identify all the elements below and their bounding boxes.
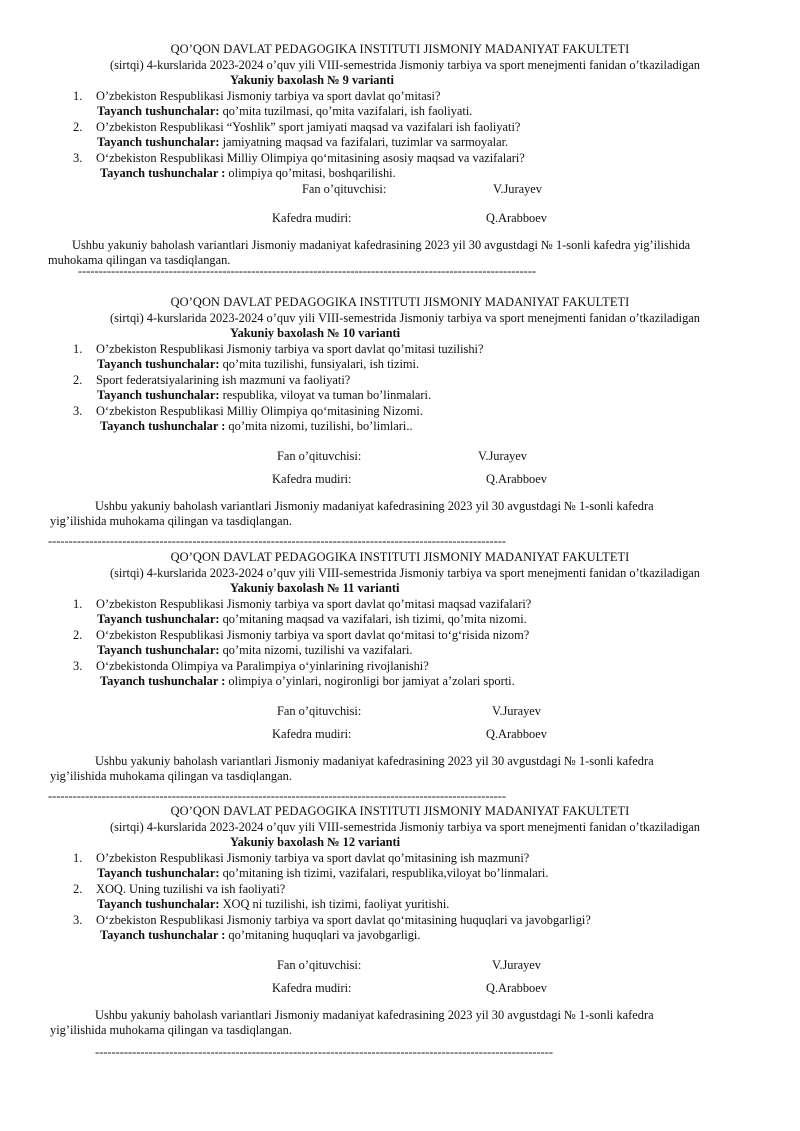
key-concepts-text: respublika, viloyat va tuman bo’linmalari. [219, 388, 432, 402]
key-concepts [0, 419, 800, 435]
key-concepts [0, 866, 800, 882]
key-concepts-label: Tayanch tushunchalar : [100, 674, 226, 688]
teacher-name: V.Jurayev [493, 181, 542, 196]
separator-line: --------------------------------------------------------------------------------------------------------------- [95, 1045, 554, 1059]
variant-title: Yakuniy baxolash № 12 varianti [230, 835, 401, 849]
key-concepts-label: Tayanch tushunchalar: [97, 135, 220, 149]
question-number: 3. [73, 912, 83, 927]
head-label: Kafedra mudiri: [272, 211, 352, 225]
course-header: (sirtqi) 4-kurslarida 2023-2024 o’quv yili VIII-semestrida Jismoniy tarbiya va sport menejmenti fanidan o’tkaziladigan [109, 310, 701, 325]
variant-title: Yakuniy baxolash № 11 varianti [230, 581, 400, 595]
question-text: O’zbekiston Respublikasi Jismoniy tarbiya va sport davlat qo’mitasi tuzilishi? [96, 341, 484, 356]
question-number: 3. [73, 403, 83, 418]
key-concepts-label: Tayanch tushunchalar: [97, 388, 220, 402]
question-number: 1. [73, 341, 83, 356]
faculty-header: QO’QON DAVLAT PEDAGOGIKA INSTITUTI JISMONIY MADANIYAT FAKULTETI [170, 550, 630, 564]
head-signature-line [0, 472, 800, 488]
separator-line: --------------------------------------------------------------------------------------------------------------- [48, 789, 507, 803]
question-number: 1. [73, 850, 83, 865]
approval-note: Ushbu yakuniy baholash variantlari Jismoniy madaniyat kafedrasining 2023 yil 30 avgustdagi № 1-sonli kafedra yig’ilishida muhokama qilingan va tasdiqlangan. [50, 498, 654, 528]
question-text: XOQ. Uning tuzilishi va ish faoliyati? [96, 881, 286, 896]
course-header: (sirtqi) 4-kurslarida 2023-2024 o’quv yili VIII-semestrida Jismoniy tarbiya va sport menejmenti fanidan o’tkaziladigan [109, 819, 701, 834]
key-concepts [0, 388, 800, 404]
key-concepts-label: Tayanch tushunchalar: [97, 357, 220, 371]
key-concepts-text: qo’mita nizomi, tuzilishi, bo’limlari.. [225, 419, 413, 433]
key-concepts-text: olimpiya o’yinlari, nogironligi bor jamiyat a’zolari sporti. [225, 674, 515, 688]
question-number: 2. [73, 881, 83, 896]
key-concepts [0, 135, 800, 151]
question-item [0, 659, 800, 675]
head-label: Kafedra mudiri: [272, 472, 352, 486]
teacher-name: V.Jurayev [492, 703, 541, 718]
key-concepts [0, 612, 800, 628]
head-label: Kafedra mudiri: [272, 727, 352, 741]
question-item [0, 342, 800, 358]
question-item [0, 597, 800, 613]
key-concepts-text: qo’mitaning huquqlari va javobgarligi. [225, 928, 421, 942]
approval-note: Ushbu yakuniy baholash variantlari Jismoniy madaniyat kafedrasining 2023 yil 30 avgustdagi № 1-sonli kafedra yig’ilishida muhokama qilingan va tasdiqlangan. [50, 1007, 654, 1037]
key-concepts [0, 104, 800, 120]
key-concepts-label: Tayanch tushunchalar: [97, 104, 220, 118]
head-signature-line [0, 211, 800, 227]
teacher-signature-line [0, 704, 800, 720]
question-item [0, 628, 800, 644]
key-concepts [0, 166, 800, 182]
key-concepts-text: olimpiya qo’mitasi, boshqarilishi. [225, 166, 396, 180]
question-number: 2. [73, 119, 83, 134]
question-number: 2. [73, 627, 83, 642]
head-name: Q.Arabboev [486, 981, 547, 995]
question-number: 3. [73, 150, 83, 165]
course-header: (sirtqi) 4-kurslarida 2023-2024 o’quv yili VIII-semestrida Jismoniy tarbiya va sport menejmenti fanidan o’tkaziladigan [109, 565, 701, 580]
teacher-label: Fan o’qituvchisi: [302, 181, 387, 196]
question-text: O’zbekiston Respublikasi Jismoniy tarbiya va sport davlat qo’mitasining ish mazmuni? [96, 850, 530, 865]
question-text: Sport federatsiyalarining ish mazmuni va faoliyati? [96, 372, 351, 387]
key-concepts-label: Tayanch tushunchalar: [97, 612, 220, 626]
head-label: Kafedra mudiri: [272, 981, 352, 995]
faculty-header: QO’QON DAVLAT PEDAGOGIKA INSTITUTI JISMONIY MADANIYAT FAKULTETI [170, 295, 630, 309]
approval-note: Ushbu yakuniy baholash variantlari Jismoniy madaniyat kafedrasining 2023 yil 30 avgustdagi № 1-sonli kafedra yig’ilishida muhokama qilingan va tasdiqlangan. [48, 237, 691, 267]
teacher-label: Fan o’qituvchisi: [277, 448, 362, 463]
key-concepts-label: Tayanch tushunchalar : [100, 928, 226, 942]
key-concepts [0, 897, 800, 913]
key-concepts-text: qo’mita nizomi, tuzilishi va vazifalari. [219, 643, 413, 657]
key-concepts-text: qo’mitaning ish tizimi, vazifalari, respublika,viloyat bo’linmalari. [219, 866, 549, 880]
key-concepts-label: Tayanch tushunchalar: [97, 897, 220, 911]
head-signature-line [0, 727, 800, 743]
variant-10-block [0, 295, 800, 530]
variant-11-block [0, 550, 800, 785]
key-concepts [0, 643, 800, 659]
variant-9-block [0, 42, 800, 269]
key-concepts-text: XOQ ni tuzilishi, ish tizimi, faoliyat yuritishi. [219, 897, 450, 911]
question-item [0, 151, 800, 167]
key-concepts-label: Tayanch tushunchalar : [100, 419, 226, 433]
key-concepts-text: qo’mitaning maqsad va vazifalari, ish tizimi, qo’mita nizomi. [219, 612, 527, 626]
separator-line: --------------------------------------------------------------------------------------------------------------- [48, 534, 507, 548]
teacher-label: Fan o’qituvchisi: [277, 703, 362, 718]
question-item [0, 913, 800, 929]
question-text: O’zbekiston Respublikasi Jismoniy tarbiya va sport davlat qo’mitasi maqsad vazifalari? [96, 596, 532, 611]
key-concepts [0, 928, 800, 944]
key-concepts-text: qo’mita tuzilishi, funsiyalari, ish tizimi. [219, 357, 420, 371]
variant-title: Yakuniy baxolash № 9 varianti [230, 73, 394, 87]
question-text: O’zbekiston Respublikasi Jismoniy tarbiya va sport davlat qo’mitasi? [96, 88, 441, 103]
head-name: Q.Arabboev [486, 472, 547, 486]
question-text: O‘zbekiston Respublikasi Jismoniy tarbiya va sport davlat qo‘mitasi to‘g‘risida nizom? [96, 627, 530, 642]
question-text: O‘zbekiston Respublikasi Milliy Olimpiya qo‘mitasining asosiy maqsad va vazifalari? [96, 150, 525, 165]
question-number: 1. [73, 596, 83, 611]
question-item [0, 120, 800, 136]
question-text: O‘zbekiston Respublikasi Milliy Olimpiya qo‘mitasining Nizomi. [96, 403, 423, 418]
question-item [0, 882, 800, 898]
key-concepts [0, 674, 800, 690]
question-number: 2. [73, 372, 83, 387]
question-item [0, 404, 800, 420]
key-concepts [0, 357, 800, 373]
head-signature-line [0, 981, 800, 997]
key-concepts-label: Tayanch tushunchalar: [97, 866, 220, 880]
question-number: 1. [73, 88, 83, 103]
teacher-signature-line [0, 958, 800, 974]
question-text: O‘zbekistonda Olimpiya va Paralimpiya o‘yinlarining rivojlanishi? [96, 658, 429, 673]
teacher-name: V.Jurayev [478, 448, 527, 463]
teacher-signature-line [0, 449, 800, 465]
head-name: Q.Arabboev [486, 727, 547, 741]
variant-12-block [0, 804, 800, 1039]
approval-note: Ushbu yakuniy baholash variantlari Jismoniy madaniyat kafedrasining 2023 yil 30 avgustdagi № 1-sonli kafedra yig’ilishida muhokama qilingan va tasdiqlangan. [50, 753, 654, 783]
key-concepts-label: Tayanch tushunchalar : [100, 166, 226, 180]
faculty-header: QO’QON DAVLAT PEDAGOGIKA INSTITUTI JISMONIY MADANIYAT FAKULTETI [170, 804, 630, 818]
key-concepts-text: jamiyatning maqsad va fazifalari, tuzimlar va sarmoyalar. [219, 135, 509, 149]
head-name: Q.Arabboev [486, 211, 547, 225]
variant-title: Yakuniy baxolash № 10 varianti [230, 326, 401, 340]
question-text: O’zbekiston Respublikasi “Yoshlik” sport jamiyati maqsad va vazifalari ish faoliyati? [96, 119, 521, 134]
separator-line: --------------------------------------------------------------------------------------------------------------- [78, 264, 537, 278]
teacher-name: V.Jurayev [492, 957, 541, 972]
teacher-signature-line [0, 182, 800, 198]
faculty-header: QO’QON DAVLAT PEDAGOGIKA INSTITUTI JISMONIY MADANIYAT FAKULTETI [170, 42, 630, 56]
question-item [0, 851, 800, 867]
key-concepts-text: qo’mita tuzilmasi, qo’mita vazifalari, ish faoliyati. [219, 104, 473, 118]
question-number: 3. [73, 658, 83, 673]
question-item [0, 89, 800, 105]
key-concepts-label: Tayanch tushunchalar: [97, 643, 220, 657]
course-header: (sirtqi) 4-kurslarida 2023-2024 o’quv yili VIII-semestrida Jismoniy tarbiya va sport menejmenti fanidan o’tkaziladigan [109, 57, 701, 72]
question-text: O‘zbekiston Respublikasi Jismoniy tarbiya va sport davlat qo‘mitasining huquqlari va javobgarligi? [96, 912, 591, 927]
question-item [0, 373, 800, 389]
teacher-label: Fan o’qituvchisi: [277, 957, 362, 972]
